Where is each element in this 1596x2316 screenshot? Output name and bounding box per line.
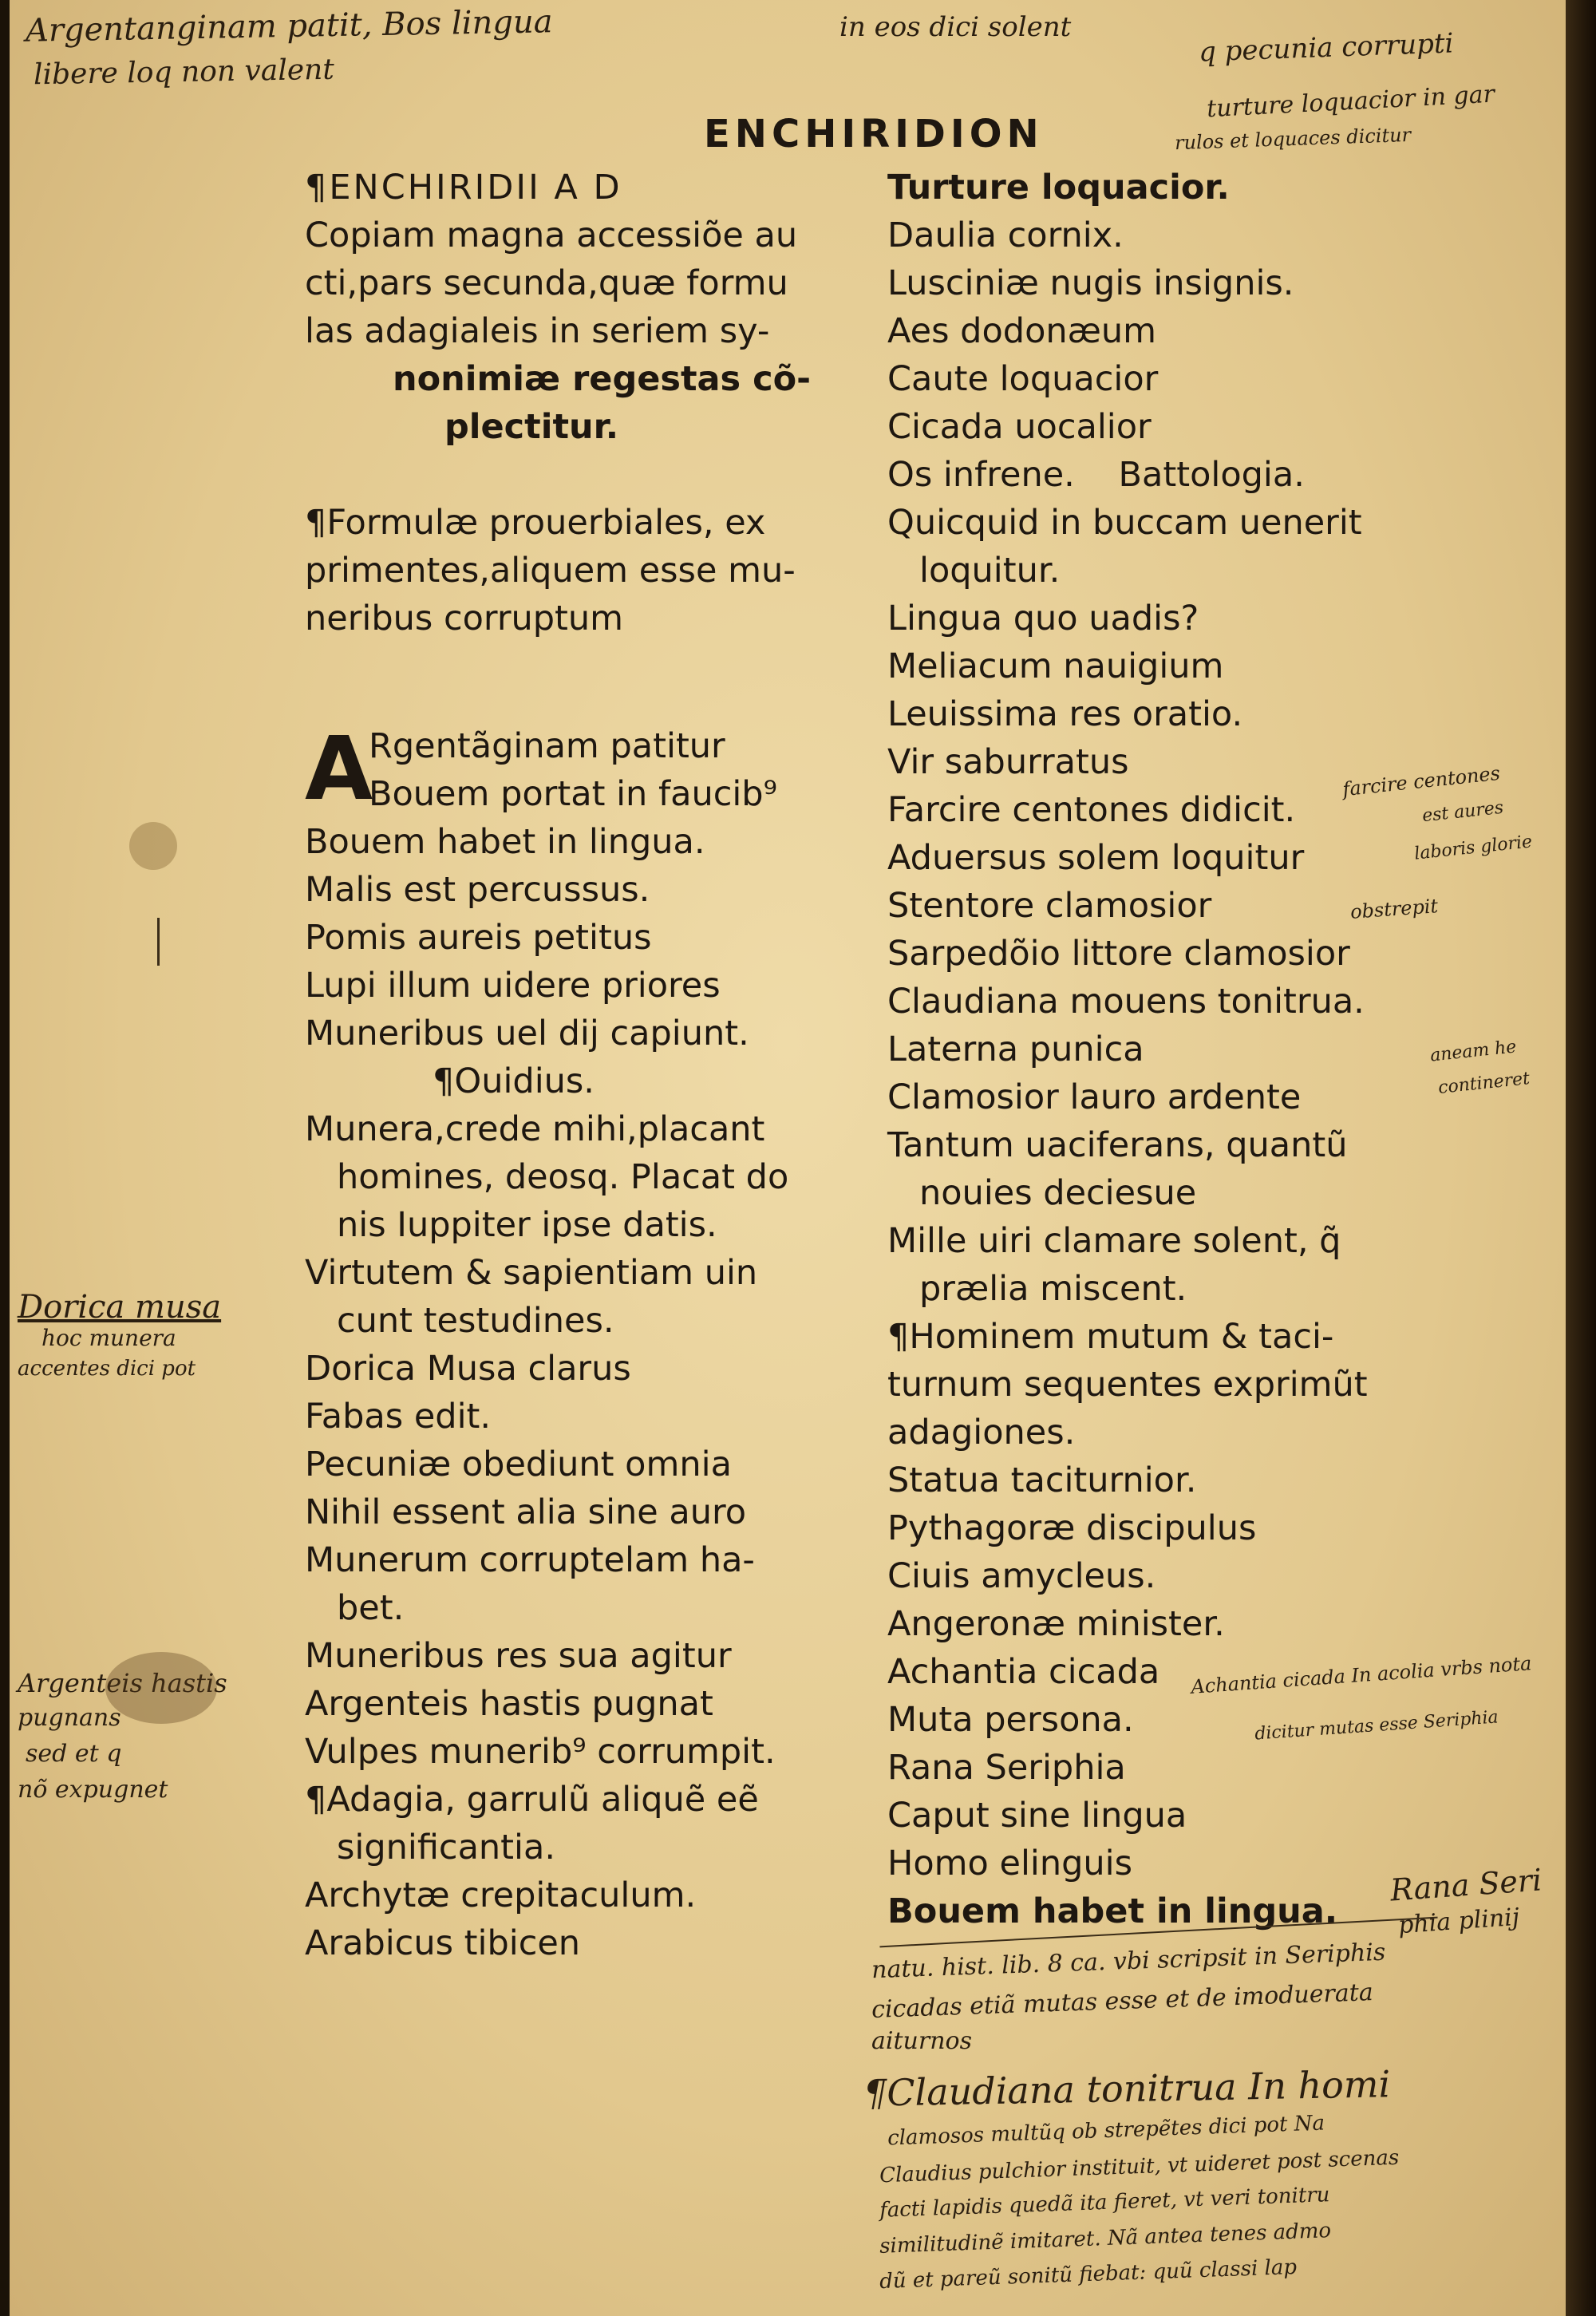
entry-line: Caput sine lingua — [887, 1796, 1187, 1836]
entry-line: ¶Hominem mutum & taci- — [887, 1317, 1334, 1357]
bottom-note: clamosos multũq ob strepẽtes dici pot Na — [887, 2111, 1325, 2151]
entry-line: homines, deosq. Placat do — [337, 1157, 789, 1197]
entry-line: cunt testudines. — [337, 1301, 614, 1341]
entry-line: prælia miscent. — [919, 1269, 1187, 1309]
entry-line: ¶Ouidius. — [433, 1061, 595, 1101]
margin-note-left: sed et q — [26, 1740, 122, 1768]
margin-note-right: contineret — [1437, 1069, 1531, 1098]
entry-line: Munera,crede mihi,placant — [305, 1109, 765, 1149]
entry-line: Aes dodonæum — [887, 311, 1157, 351]
entry-line: Achantia cicada — [887, 1652, 1160, 1692]
intro-line: Copiam magna accessiõe au — [305, 215, 798, 255]
margin-note-right: Achantia cicada In acolia vrbs nota — [1190, 1652, 1533, 1698]
margin-note-left: Dorica musa — [18, 1289, 222, 1326]
margin-note-right: aneam he — [1428, 1037, 1518, 1066]
entry-line: Fabas edit. — [305, 1397, 492, 1437]
entry-line: bet. — [337, 1588, 405, 1628]
entry-line: Nihil essent alia sine auro — [305, 1492, 747, 1532]
entry-line: Rana Seriphia — [887, 1748, 1126, 1788]
entry-line: Bouem habet in lingua. — [887, 1891, 1338, 1931]
margin-note-right: laboris glorie — [1413, 832, 1534, 864]
entry-line: Munerum corruptelam ha- — [305, 1540, 755, 1580]
entry-line: Lusciniæ nugis insignis. — [887, 263, 1294, 303]
entry-line: Lingua quo uadis? — [887, 599, 1199, 638]
entry-line: Claudiana mouens tonitrua. — [887, 982, 1365, 1022]
top-note-left-2: libere loq non valent — [33, 53, 335, 92]
formula-line: ¶Formulæ prouerbiales, ex — [305, 503, 766, 543]
margin-note-left: hoc munera — [41, 1325, 176, 1351]
bottom-note: similitudinẽ imitaret. Nã antea tenes admo — [879, 2219, 1332, 2259]
entry-line: Daulia cornix. — [887, 215, 1124, 255]
entry-line: Malis est percussus. — [305, 870, 650, 910]
pen-stroke — [157, 918, 160, 966]
book-binding — [1566, 0, 1596, 2316]
entry-line: turnum sequentes exprimũt — [887, 1365, 1368, 1405]
intro-line: cti,pars secunda,quæ formu — [305, 263, 788, 303]
entry-line: Turture loquacior. — [887, 168, 1230, 207]
bottom-note: cicadas etiã mutas esse et de imoduerata — [871, 1978, 1374, 2024]
entry-line: Statua taciturnior. — [887, 1460, 1197, 1500]
entry-line: adagiones. — [887, 1413, 1076, 1452]
spacer — [305, 451, 879, 499]
entry-line: Homo elinguis — [887, 1844, 1133, 1883]
bottom-note: aiturnos — [871, 2027, 972, 2055]
entry-line: Archytæ crepitaculum. — [305, 1875, 697, 1915]
entry-line: Muneribus res sua agitur — [305, 1636, 732, 1676]
ink-stain — [105, 1652, 217, 1724]
entry-line: Leuissima res oratio. — [887, 694, 1243, 734]
entry-line: Angeronæ minister. — [887, 1604, 1225, 1644]
entry-line: Lupi illum uidere priores — [305, 966, 721, 1006]
margin-note-right: Rana Seri — [1389, 1862, 1543, 1908]
entry-line: Bouem portat in faucib⁹ — [369, 774, 777, 814]
top-note-right-2: turture loquacior in gar — [1206, 80, 1495, 124]
bottom-note: natu. hist. lib. 8 ca. vbi scripsit in Seriphis — [871, 1938, 1386, 1985]
entry-line: Virtutem & sapientiam uin — [305, 1253, 758, 1293]
section-heading: ¶ENCHIRIDII A D — [305, 168, 622, 207]
margin-note-left: Argenteis hastis — [18, 1668, 227, 1698]
entry-line: nouies deciesue — [919, 1173, 1197, 1213]
margin-note-right: dicitur mutas esse Seriphia — [1254, 1707, 1499, 1745]
entry-line: Bouem habet in lingua. — [305, 822, 705, 862]
entry-line: Pecuniæ obediunt omnia — [305, 1445, 732, 1484]
entry-line: Mille uiri clamare solent, q̃ — [887, 1221, 1341, 1261]
intro-line: plectitur. — [444, 407, 619, 447]
entry-line: Argenteis hastis pugnat — [305, 1684, 713, 1724]
entry-line: significantia. — [337, 1828, 555, 1867]
entry-line: Clamosior lauro ardente — [887, 1077, 1302, 1117]
formula-line: primentes,aliquem esse mu- — [305, 551, 796, 591]
entry-line: Quicquid in buccam uenerit — [887, 503, 1362, 543]
entry-line: Rgentãginam patitur — [369, 726, 725, 766]
entry-line: Meliacum nauigium — [887, 646, 1224, 686]
entry-line: Muta persona. — [887, 1700, 1134, 1740]
entry-line: Muneribus uel dij capiunt. — [305, 1014, 749, 1053]
ink-stain — [129, 822, 177, 870]
entry-line: Os infrene. Battologia. — [887, 455, 1305, 495]
entry-line: Farcire centones didicit. — [887, 790, 1296, 830]
intro-line: nonimiæ regestas cõ- — [393, 359, 811, 399]
bottom-note: Claudius pulchior instituit, vt uideret post scenas — [879, 2145, 1400, 2188]
top-note-right-1: q pecunia corrupti — [1198, 27, 1455, 69]
dropcap-letter: A — [305, 717, 373, 820]
spacer — [305, 642, 879, 722]
bottom-note: dũ et pareũ sonitũ fiebat: quũ classi lap — [879, 2255, 1298, 2294]
entry-line: Vulpes munerib⁹ corrumpit. — [305, 1732, 776, 1772]
entry-line: Aduersus solem loquitur — [887, 838, 1305, 878]
bottom-note: ¶Claudiana tonitrua In homi — [863, 2062, 1391, 2115]
formula-line: neribus corruptum — [305, 599, 624, 638]
top-note-left-1: Argentanginam patit, Bos lingua — [25, 3, 553, 49]
entry-line: Stentore clamosior — [887, 886, 1212, 926]
margin-note-left: nõ expugnet — [18, 1776, 168, 1804]
entry-line: Arabicus tibicen — [305, 1923, 581, 1963]
margin-note-right: est aures — [1420, 797, 1505, 827]
dropcap-block — [305, 717, 879, 820]
entry-line: Cicada uocalior — [887, 407, 1152, 447]
left-column — [305, 164, 879, 1967]
top-note-right-3: rulos et loquaces dicitur — [1174, 123, 1412, 155]
entry-line: ¶Adagia, garrulũ aliquẽ eẽ — [305, 1780, 759, 1820]
entry-line: loquitur. — [919, 551, 1061, 591]
margin-note-left: accentes dici pot — [18, 1357, 196, 1381]
entry-line: Pomis aureis petitus — [305, 918, 652, 958]
margin-note-left: pugnans — [18, 1704, 121, 1732]
entry-line: Tantum uaciferans, quantũ — [887, 1125, 1348, 1165]
entry-line: Vir saburratus — [887, 742, 1129, 782]
entry-line: Ciuis amycleus. — [887, 1556, 1156, 1596]
top-note-center: in eos dici solent — [839, 11, 1072, 43]
entry-line: Sarpedõio littore clamosior — [887, 934, 1350, 974]
book-page — [10, 0, 1566, 2316]
entry-line: Laterna punica — [887, 1030, 1144, 1069]
entry-line: Pythagoræ discipulus — [887, 1508, 1257, 1548]
margin-note-right: phia plinij — [1396, 1903, 1521, 1940]
bottom-note: facti lapidis quedã ita fieret, vt veri tonitru — [879, 2183, 1330, 2223]
margin-note-right: farcire centones — [1341, 761, 1502, 801]
running-title: ENCHIRIDION — [704, 112, 1044, 156]
entry-line: nis Iuppiter ipse datis. — [337, 1205, 717, 1245]
entry-line: Caute loquacior — [887, 359, 1159, 399]
intro-line: las adagialeis in seriem sy- — [305, 311, 770, 351]
margin-note-right: obstrepit — [1349, 895, 1439, 923]
entry-line: Dorica Musa clarus — [305, 1349, 631, 1389]
